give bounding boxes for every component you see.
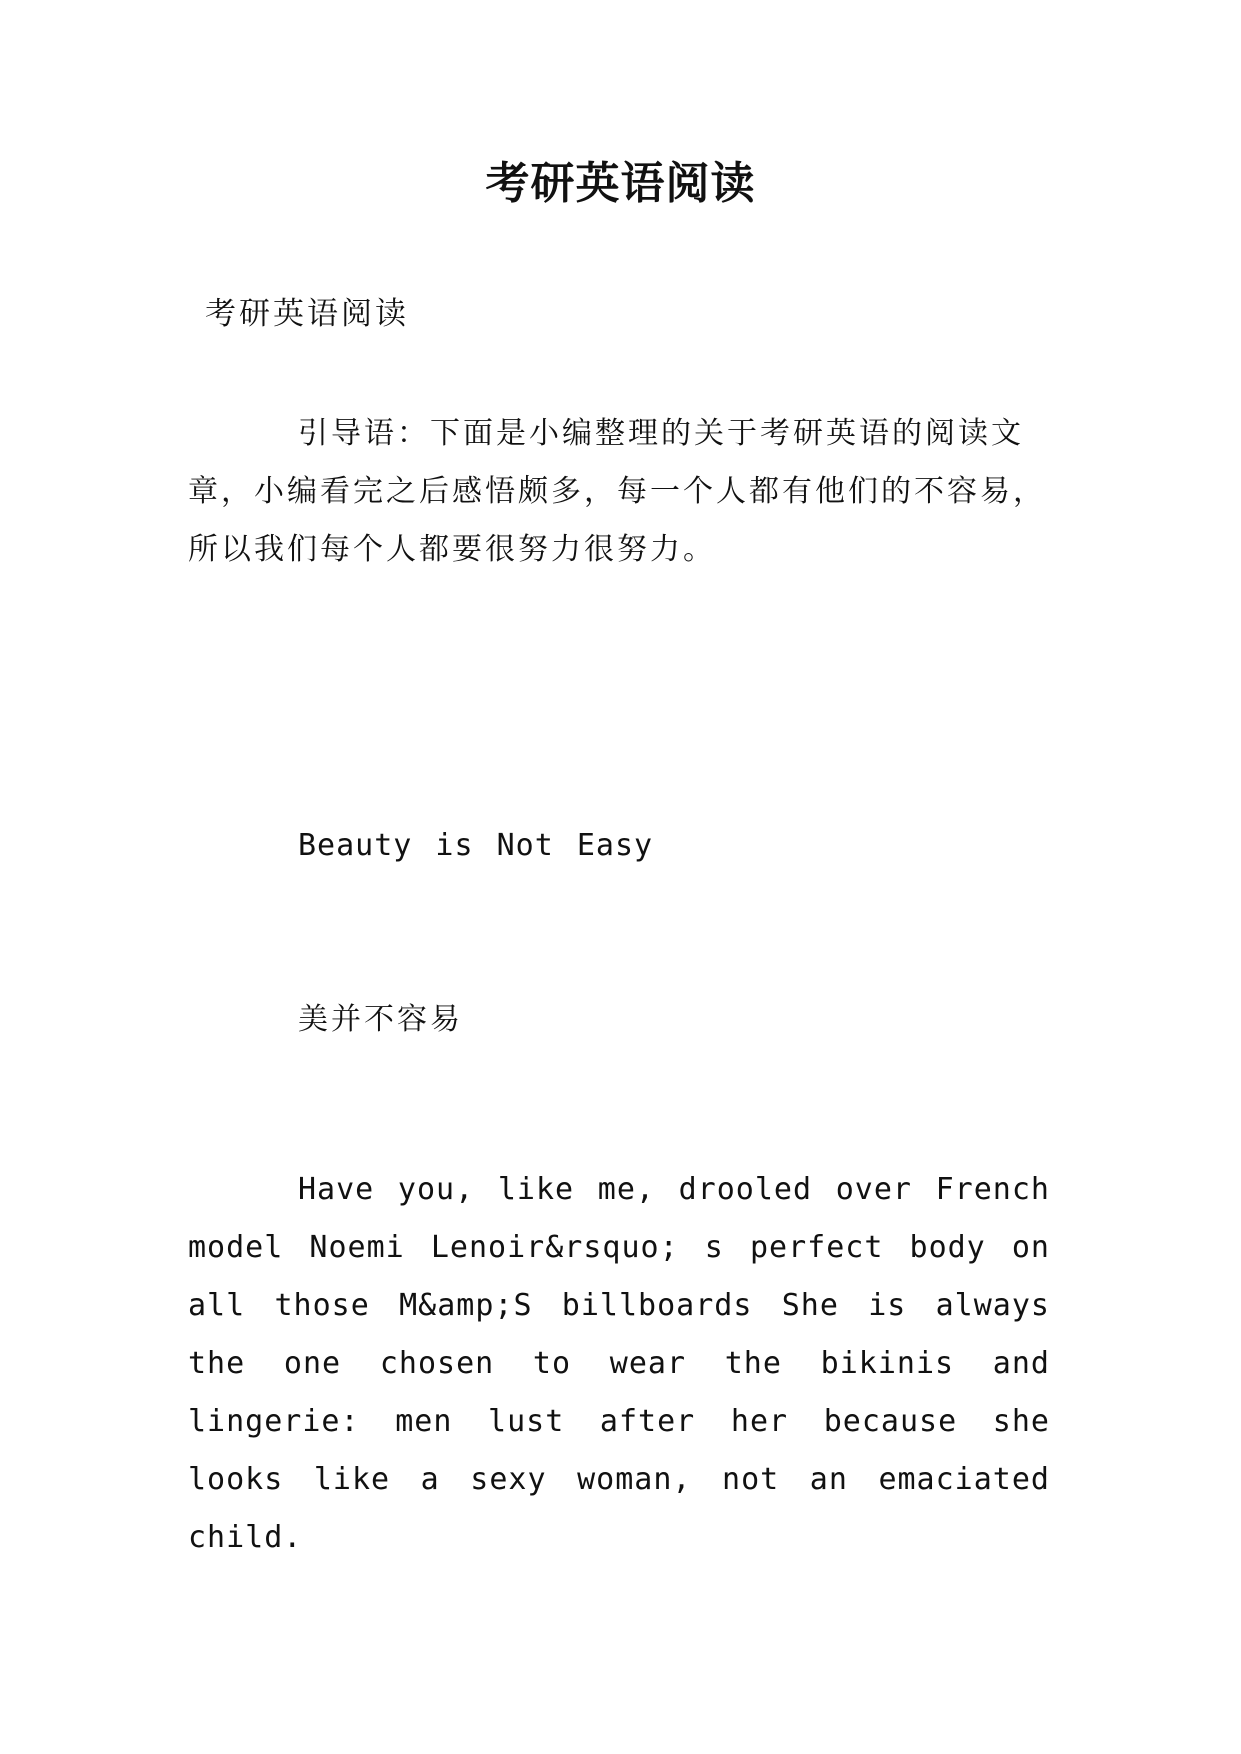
intro-paragraph: 引导语：下面是小编整理的关于考研英语的阅读文章，小编看完之后感悟颇多，每一个人都有他们的不容易，所以我们每个人都要很努力很努力。: [188, 416, 1046, 567]
document-subtitle: 考研英语阅读: [205, 296, 409, 332]
body-paragraph: Have you, like me, drooled over French model Noemi Lenoir&rsquo; s perfect body on all those M&amp;S billboards She is always the one chosen to wear the bikinis and lingerie: men lust after her because she looks like a sexy woman, not an emaciated child.: [188, 1172, 1050, 1555]
document-title: 考研英语阅读: [485, 158, 756, 209]
article-heading-chinese: 美并不容易: [298, 1002, 463, 1037]
article-heading-english: Beauty is Not Easy: [298, 828, 654, 863]
